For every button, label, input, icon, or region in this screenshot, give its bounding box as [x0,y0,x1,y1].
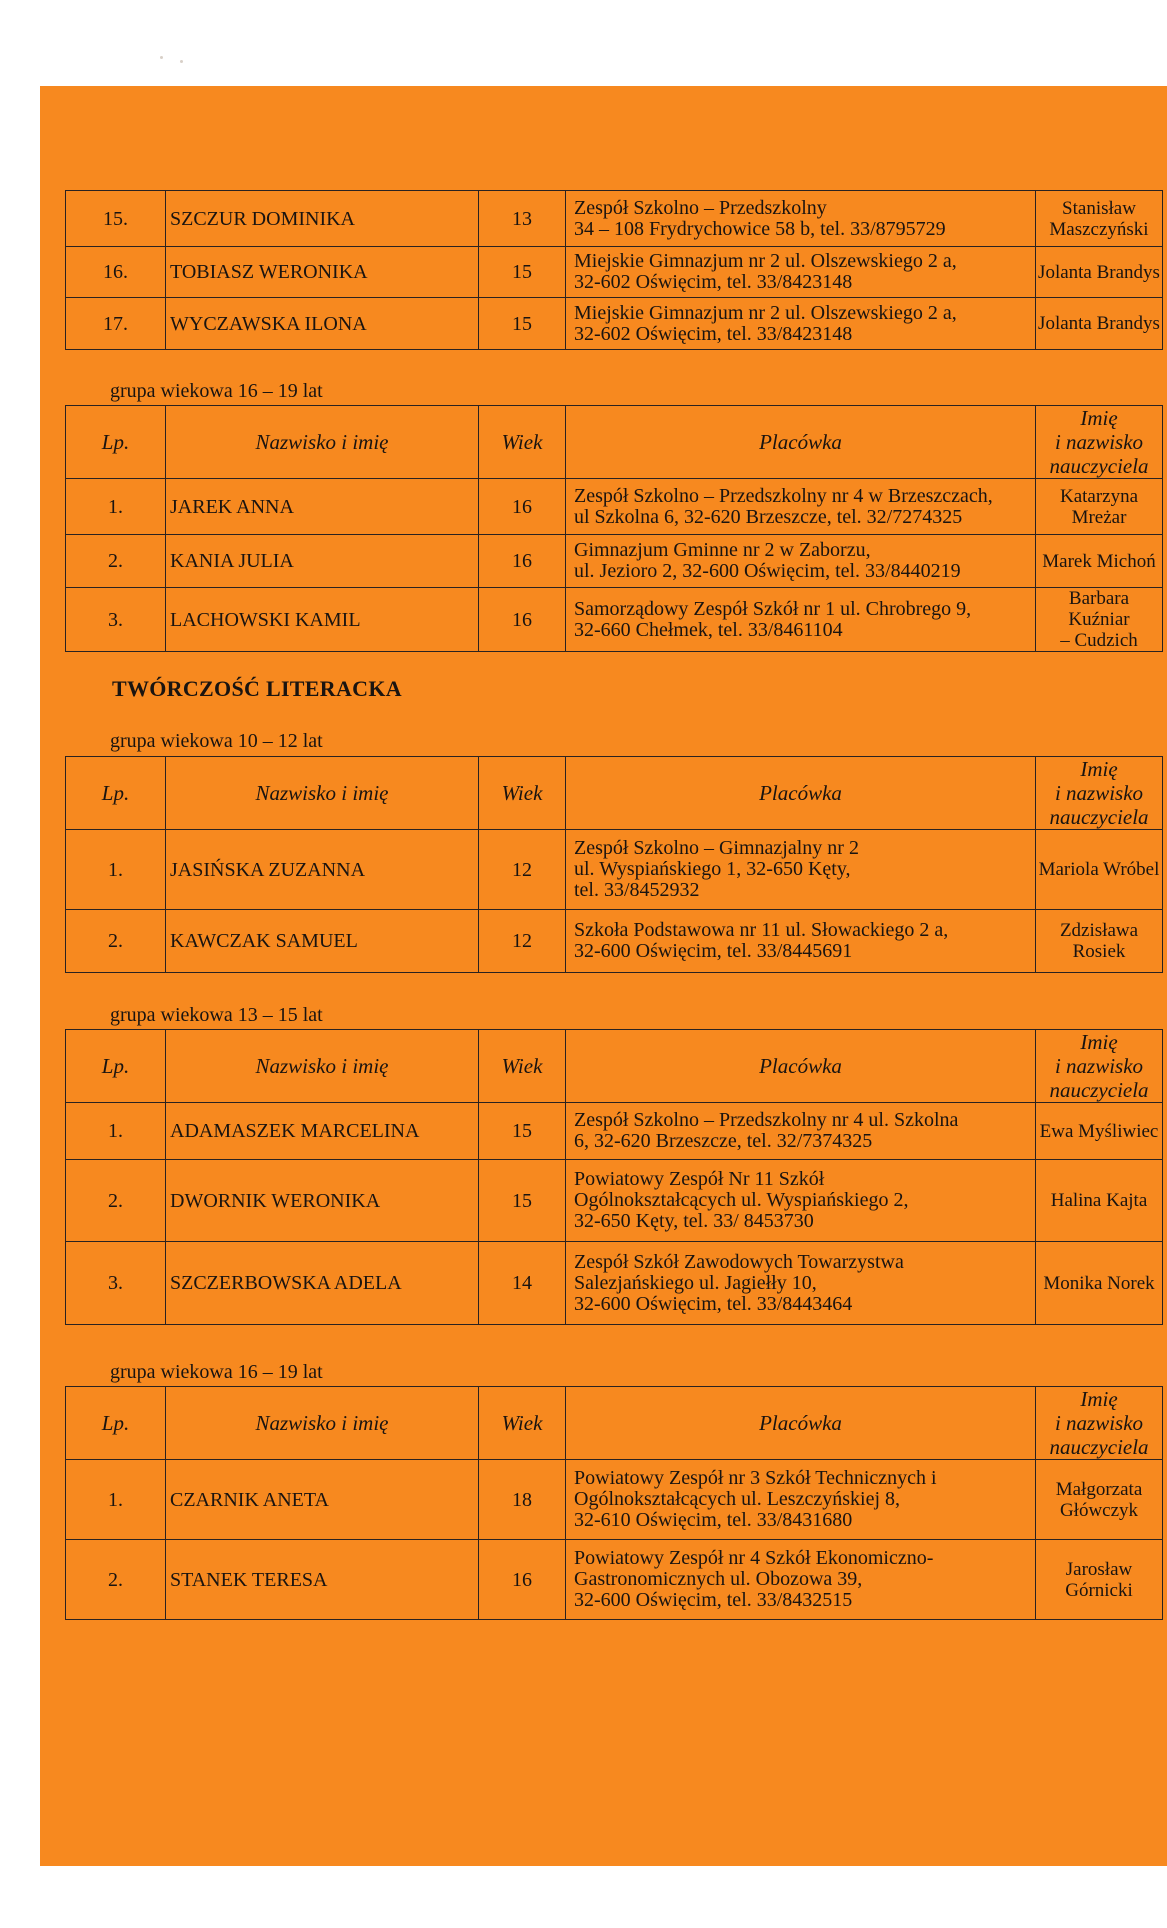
school-address-line: 32-602 Oświęcim, tel. 33/8423148 [574,271,853,293]
row-number: 2. [66,535,166,588]
row-number: 17. [66,298,166,350]
student-age: 18 [479,1460,566,1540]
table-row [66,535,1163,588]
student-age: 16 [479,588,566,652]
teacher-name [1036,479,1163,535]
school-address [566,1160,1036,1242]
school-address-line: 32-660 Chełmek, tel. 33/8461104 [574,618,843,641]
header-teacher [1036,1387,1163,1460]
teacher-name [1036,910,1163,973]
teacher-name [1036,1103,1163,1160]
header-age: Wiek [479,1387,566,1460]
student-name: TOBIASZ WERONIKA [166,247,479,298]
student-name: SZCZERBOWSKA ADELA [166,1242,479,1325]
teacher-name [1036,191,1163,247]
header-teacher-line: nauczyciela [1049,454,1149,478]
table-row [66,298,1163,350]
table-header-row [66,757,1163,830]
header-name: Nazwisko i imię [166,757,479,830]
header-lp: Lp. [66,406,166,479]
teacher-name-line: Jolanta Brandys [1038,313,1160,334]
school-address-line: Zespół Szkolno – Przedszkolny nr 4 ul. Szkolna [574,1109,959,1131]
school-address-line: Samorządowy Zespół Szkół nr 1 ul. Chrobrego 9, [574,597,972,620]
teacher-name-line: Mariola Wróbel [1038,859,1160,880]
continuation-table [65,190,1163,350]
school-address [566,588,1036,652]
group-13-15-table-block [65,1029,1163,1325]
student-age: 12 [479,830,566,910]
table-row [66,1460,1163,1540]
header-teacher-line: nauczyciela [1049,1435,1149,1459]
teacher-name-line: – Cudzich [1060,630,1138,651]
row-number: 16. [66,247,166,298]
header-teacher [1036,757,1163,830]
student-age: 16 [479,479,566,535]
teacher-name-line: Małgorzata [1055,1478,1143,1500]
teacher-name-line: Jarosław [1065,1558,1133,1580]
row-number: 3. [66,588,166,652]
header-age: Wiek [479,757,566,830]
group-label: grupa wiekowa 16 – 19 lat [110,1361,323,1383]
header-teacher [1036,406,1163,479]
school-address [566,1242,1036,1325]
header-name: Nazwisko i imię [166,1387,479,1460]
school-address [566,1103,1036,1160]
row-number: 3. [66,1242,166,1325]
continuation-block [65,190,1163,350]
row-number: 1. [66,830,166,910]
student-name: KANIA JULIA [166,535,479,588]
teacher-name-line: Górnicki [1065,1579,1133,1601]
school-address-line: 34 – 108 Frydrychowice 58 b, tel. 33/8795729 [574,217,946,240]
table-row [66,1160,1163,1242]
school-address-line: Ogólnokształcących ul. Leszczyńskiej 8, [574,1488,900,1510]
school-address-line: Zespół Szkolno – Przedszkolny nr 4 w Brzeszczach, [574,484,993,507]
school-address-line: 32-650 Kęty, tel. 33/ 8453730 [574,1210,814,1232]
header-teacher-line: i nazwisko [1054,1054,1144,1078]
teacher-name-line: Maszczyński [1049,218,1149,240]
header-teacher-line: nauczyciela [1049,1078,1149,1102]
teacher-name [1036,247,1163,298]
teacher-name-line: Główczyk [1059,1499,1139,1521]
teacher-name [1036,298,1163,350]
teacher-name-line: Monika Norek [1043,1272,1155,1294]
row-number: 1. [66,1460,166,1540]
header-teacher-line: i nazwisko [1054,1411,1144,1435]
teacher-name-line: Ewa Myśliwiec [1039,1120,1159,1142]
school-address-line: 32-600 Oświęcim, tel. 33/8443464 [574,1292,853,1315]
table-header-row [66,1030,1163,1103]
table-row [66,1540,1163,1620]
group-16-19-table-block [65,405,1163,652]
school-address [566,910,1036,973]
group-label: grupa wiekowa 10 – 12 lat [110,730,323,752]
table-row [66,830,1163,910]
header-teacher-line: Imię [1080,1387,1118,1411]
teacher-name [1036,535,1163,588]
table-row [66,191,1163,247]
teacher-name-line: Stanisław [1062,197,1136,219]
student-age: 13 [479,191,566,247]
section-title: TWÓRCZOŚĆ LITERACKA [112,676,402,701]
teacher-name-line: Rosiek [1072,941,1126,962]
header-teacher-line: i nazwisko [1054,781,1144,805]
student-age: 15 [479,298,566,350]
teacher-name [1036,1460,1163,1540]
school-address-line: 32-600 Oświęcim, tel. 33/8445691 [574,940,853,962]
school-address [566,830,1036,910]
header-name: Nazwisko i imię [166,1030,479,1103]
school-address-line: 6, 32-620 Brzeszcze, tel. 32/7374325 [574,1130,873,1152]
school-address-line: Zespół Szkół Zawodowych Towarzystwa [574,1250,904,1273]
teacher-name [1036,1242,1163,1325]
student-name: ADAMASZEK MARCELINA [166,1103,479,1160]
teacher-name-line: Zdzisława [1059,920,1139,941]
school-address-line: Ogólnokształcących ul. Wyspiańskiego 2, [574,1189,909,1211]
group-table [65,756,1163,973]
row-number: 15. [66,191,166,247]
group-label: grupa wiekowa 16 – 19 lat [110,380,323,402]
student-name: JAREK ANNA [166,479,479,535]
student-age: 15 [479,247,566,298]
header-age: Wiek [479,406,566,479]
group-table [65,1386,1163,1620]
school-address-line: Miejskie Gimnazjum nr 2 ul. Olszewskiego 2 a, [574,301,957,324]
table-row [66,247,1163,298]
student-name: JASIŃSKA ZUZANNA [166,830,479,910]
group-10-12-table-block [65,756,1163,973]
school-address-line: Powiatowy Zespół nr 3 Szkół Technicznych i [574,1467,937,1489]
table-row [66,1103,1163,1160]
school-address-line: Gastronomicznych ul. Obozowa 39, [574,1568,863,1590]
student-age: 14 [479,1242,566,1325]
teacher-name-line: Katarzyna [1059,485,1139,507]
row-number: 1. [66,479,166,535]
scan-speck [180,60,183,63]
student-name: DWORNIK WERONIKA [166,1160,479,1242]
school-address-line: Salezjańskiego ul. Jagiełły 10, [574,1271,817,1294]
row-number: 2. [66,1160,166,1242]
table-row [66,910,1163,973]
teacher-name [1036,588,1163,652]
group-label: grupa wiekowa 13 – 15 lat [110,1004,323,1026]
school-address [566,298,1036,350]
school-address-line: Zespół Szkolno – Gimnazjalny nr 2 [574,837,859,859]
teacher-name-line: Halina Kajta [1050,1190,1148,1211]
school-address-line: Szkoła Podstawowa nr 11 ul. Słowackiego 2 a, [574,919,949,941]
school-address-line: Miejskie Gimnazjum nr 2 ul. Olszewskiego 2 a, [574,250,957,272]
teacher-name-line: Marek Michoń [1042,550,1156,572]
scan-speck [160,56,163,59]
teacher-name-line: Jolanta Brandys [1038,261,1160,283]
table-header-row [66,1387,1163,1460]
school-address [566,479,1036,535]
student-name: WYCZAWSKA ILONA [166,298,479,350]
school-address [566,535,1036,588]
school-address-line: Zespół Szkolno – Przedszkolny [574,196,827,219]
student-age: 15 [479,1103,566,1160]
group-16-19-lit-table-block [65,1386,1163,1620]
header-teacher-line: Imię [1080,406,1118,430]
header-teacher [1036,1030,1163,1103]
school-address [566,247,1036,298]
teacher-name-line: Barbara Kuźniar [1068,588,1130,630]
school-address-line: Powiatowy Zespół Nr 11 Szkół [574,1168,825,1190]
table-row [66,479,1163,535]
header-name: Nazwisko i imię [166,406,479,479]
student-name: LACHOWSKI KAMIL [166,588,479,652]
school-address-line: Powiatowy Zespół nr 4 Szkół Ekonomiczno- [574,1547,934,1569]
school-address-line: 32-602 Oświęcim, tel. 33/8423148 [574,322,853,345]
table-row [66,1242,1163,1325]
student-name: SZCZUR DOMINIKA [166,191,479,247]
school-address-line: ul. Jezioro 2, 32-600 Oświęcim, tel. 33/8440219 [574,560,961,582]
header-age: Wiek [479,1030,566,1103]
school-address-line: Gimnazjum Gminne nr 2 w Zaborzu, [574,539,871,561]
school-address-line: ul. Wyspiańskiego 1, 32-650 Kęty, [574,858,851,880]
header-teacher-line: nauczyciela [1049,805,1149,829]
student-age: 16 [479,535,566,588]
row-number: 1. [66,1103,166,1160]
school-address [566,1540,1036,1620]
school-address-line: 32-600 Oświęcim, tel. 33/8432515 [574,1589,853,1611]
header-lp: Lp. [66,1030,166,1103]
student-name: STANEK TERESA [166,1540,479,1620]
header-lp: Lp. [66,1387,166,1460]
school-address [566,191,1036,247]
student-name: CZARNIK ANETA [166,1460,479,1540]
header-place: Placówka [566,406,1036,479]
school-address-line: ul Szkolna 6, 32-620 Brzeszcze, tel. 32/7274325 [574,505,963,528]
teacher-name-line: Mreżar [1071,506,1127,528]
group-table [65,405,1163,652]
teacher-name [1036,1160,1163,1242]
student-name: KAWCZAK SAMUEL [166,910,479,973]
header-teacher-line: Imię [1080,757,1118,781]
teacher-name [1036,1540,1163,1620]
header-place: Placówka [566,757,1036,830]
header-place: Placówka [566,1030,1036,1103]
header-teacher-line: Imię [1080,1030,1118,1054]
group-table [65,1029,1163,1325]
school-address [566,1460,1036,1540]
teacher-name [1036,830,1163,910]
orange-page [40,86,1167,1866]
student-age: 16 [479,1540,566,1620]
school-address-line: tel. 33/8452932 [574,879,700,901]
student-age: 12 [479,910,566,973]
table-row [66,588,1163,652]
row-number: 2. [66,910,166,973]
header-lp: Lp. [66,757,166,830]
table-header-row [66,406,1163,479]
school-address-line: 32-610 Oświęcim, tel. 33/8431680 [574,1509,853,1531]
header-teacher-line: i nazwisko [1054,430,1144,454]
header-place: Placówka [566,1387,1036,1460]
student-age: 15 [479,1160,566,1242]
row-number: 2. [66,1540,166,1620]
